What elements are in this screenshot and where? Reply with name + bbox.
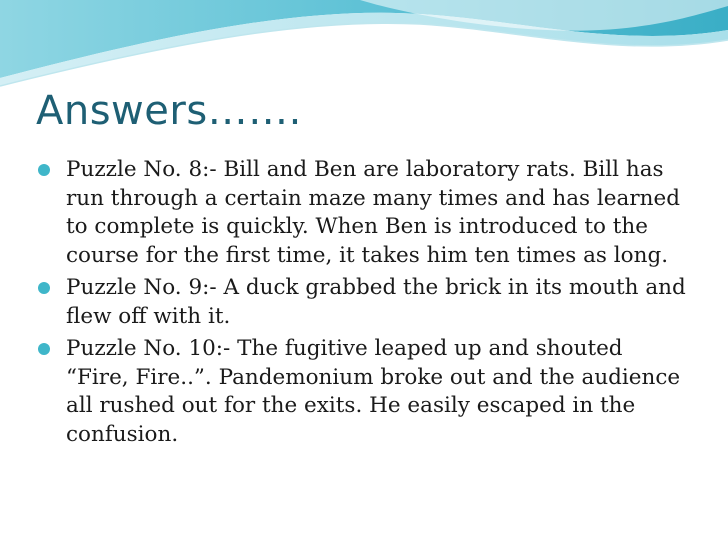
bullet-text: Puzzle No. 9:- A duck grabbed the brick in its mouth and flew off with it.	[66, 275, 686, 329]
bullet-item	[36, 335, 691, 449]
bullet-dot-icon	[38, 164, 50, 176]
bullet-list	[36, 156, 691, 453]
bullet-text: Puzzle No. 10:- The fugitive leaped up and shouted “Fire, Fire..”. Pandemonium broke out and the audience all rushed out for the exits. He easily escaped in the confusion.	[66, 336, 681, 447]
header-wave-decoration	[0, 0, 728, 90]
slide-title: Answers…….	[36, 88, 302, 134]
bullet-dot-icon	[38, 282, 50, 294]
bullet-text: Puzzle No. 8:- Bill and Ben are laboratory rats. Bill has run through a certain maze many times and has learned to complete is quickly. When Ben is introduced to the course for the first time, it takes him ten times as long.	[66, 157, 680, 268]
bullet-dot-icon	[38, 343, 50, 355]
bullet-item	[36, 156, 691, 270]
bullet-item	[36, 274, 691, 331]
